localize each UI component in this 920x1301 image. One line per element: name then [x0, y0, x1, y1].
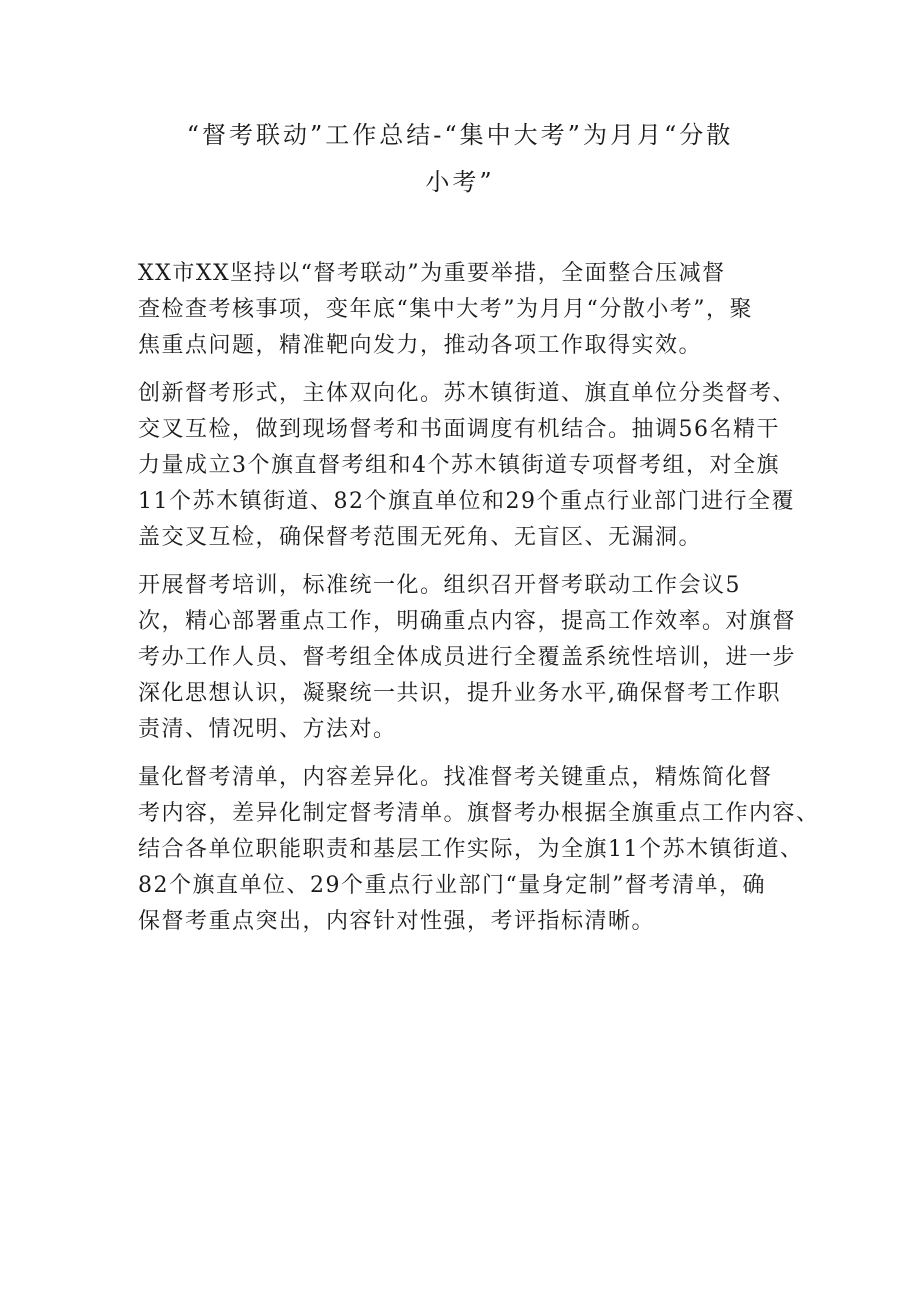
document-body [138, 256, 820, 952]
paragraph-line: 次，精心部署重点工作，明确重点内容，提高工作效率。对旗督 [138, 609, 797, 634]
paragraph-line: 考内容，差异化制定督考清单。旗督考办根据全旗重点工作内容、 [138, 801, 820, 826]
paragraph-line: 保督考重点突出，内容针对性强，考评指标清晰。 [138, 909, 656, 934]
paragraph-innovation [138, 376, 797, 556]
paragraph-line: 力量成立3个旗直督考组和4个苏木镇街道专项督考组，对全旗 [138, 453, 780, 478]
paragraph-line: 查检查考核事项，变年底“集中大考”为月月“分散小考”，聚 [138, 297, 753, 322]
paragraph-line: 结合各单位职能职责和基层工作实际，为全旗11个苏木镇街道、 [138, 837, 804, 862]
title-line: 小考” [425, 168, 495, 196]
document-title [140, 112, 780, 206]
paragraph-line: 责清、情况明、方法对。 [138, 717, 397, 742]
paragraph-line: XX市XX坚持以“督考联动”为重要举措，全面整合压减督 [138, 261, 726, 286]
paragraph-line: 82个旗直单位、29个重点行业部门“量身定制”督考清单，确 [138, 873, 766, 898]
paragraph-checklist [138, 760, 820, 940]
paragraph-line: 11个苏木镇街道、82个旗直单位和29个重点行业部门进行全覆 [138, 489, 795, 514]
paragraph-line: 创新督考形式，主体双向化。苏木镇街道、旗直单位分类督考、 [138, 381, 797, 406]
paragraph-intro [138, 256, 788, 364]
paragraph-training [138, 568, 797, 748]
paragraph-line: 量化督考清单，内容差异化。找准督考关键重点，精炼简化督 [138, 765, 773, 790]
paragraph-line: 深化思想认识，凝聚统一共识，提升业务水平,确保督考工作职 [138, 681, 781, 706]
paragraph-line: 交叉互检，做到现场督考和书面调度有机结合。抽调56名精干 [138, 417, 780, 442]
paragraph-line: 考办工作人员、督考组全体成员进行全覆盖系统性培训，进一步 [138, 645, 797, 670]
paragraph-line: 开展督考培训，标准统一化。组织召开督考联动工作会议5 [138, 573, 741, 598]
title-line: “督考联动”工作总结-“集中大考”为月月“分散 [186, 121, 734, 149]
paragraph-line: 焦重点问题，精准靶向发力，推动各项工作取得实效。 [138, 333, 703, 358]
paragraph-line: 盖交叉互检，确保督考范围无死角、无盲区、无漏洞。 [138, 525, 703, 550]
